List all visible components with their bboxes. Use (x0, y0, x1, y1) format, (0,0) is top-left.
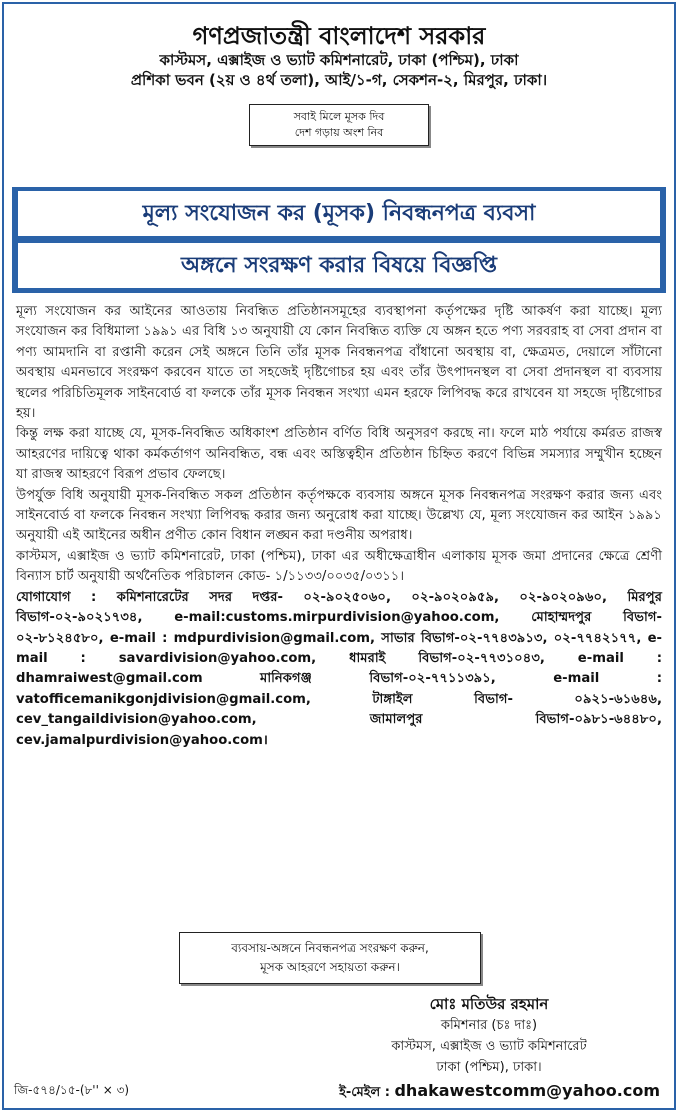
signatory-office: কাস্টমস, এক্সাইজ ও ভ্যাট কমিশনারেট (391, 1039, 587, 1054)
headline-line-1: মূল্য সংযোজন কর (মূসক) নিবন্ধনপত্র ব্যবসা (18, 191, 660, 236)
contact-mirpur-email[interactable]: e-mail:customs.mirpurdivision@yahoo.com, (174, 610, 500, 626)
motto-line-1: সবাই মিলে মূসক দিব (293, 110, 385, 123)
contact-savar: সাভার বিভাগ-০২-৭৭৪৩৯১৩, ০২-৭৭৪২১৭৭, (381, 630, 642, 646)
contact-manikganj-email-label: e-mail : (553, 671, 662, 687)
paragraph-rule: মূল্য সংযোজন কর আইনের আওতায় নিবন্ধিত প্রতিষ্ঠানসমূহের ব্যবস্থাপনা কর্তৃপক্ষের দৃষ্টি আকর্ষণ করা যাচ্ছে। মূল্য সংযোজন কর বিধিমালা ১৯৯১ এর বিধি ১৩ অনুযায়ী যে কোন নিবন্ধিত ব্যক্তি যে অঙ্গন হতে পণ্য সরবরাহ বা সেবা প্রদান বা পণ্য আমদানি বা রপ্তানী করেন সেই অঙ্গনে তিনি তাঁর মূসক নিবন্ধনপত্র বাঁধানো অবস্থায় বা, ক্ষেত্রমত, দেয়ালে সাঁটানো অবস্থায় এমনভাবে সংরক্ষণ করবেন যাতে তা সহজেই দৃষ্টিগোচর হয় এবং তাঁর উৎপাদনস্থল বা সেবা প্রদানস্থল বা ব্যবসায় স্থলের পরিচিতিমূলক সাইনবোর্ড বা ফলকে তাঁর মূসক নিবন্ধন সংখ্যা এমন হরফে লিপিবদ্ধ করে রাখবেন যা সহজে দৃষ্টিগোচর হয়। (16, 304, 662, 422)
contact-tangail-email[interactable]: cev_tangaildivision@yahoo.com, (16, 712, 257, 728)
signatory-email-line (339, 1081, 660, 1104)
signatory-email-label: ই-মেইল : (339, 1085, 390, 1100)
cta-box (179, 932, 481, 984)
office-address: প্রশিকা ভবন (২য় ও ৪র্থ তলা), আই/১-গ, সেকশন-২, মিরপুর, ঢাকা। (130, 71, 548, 89)
contact-mdpur-email[interactable]: e-mail : mdpurdivision@gmail.com, (109, 630, 376, 646)
signatory-email[interactable]: dhakawestcomm@yahoo.com (394, 1081, 660, 1100)
contact-manikganj: মানিকগঞ্জ বিভাগ-০২-৭৭১১৩৯১, (260, 671, 496, 687)
contact-mirpur: মিরপুর বিভাগ-০২-৯০২১৭৩৪, (16, 589, 662, 626)
signatory-city: ঢাকা (পশ্চিম), ঢাকা। (436, 1060, 542, 1075)
contact-manikganj-email[interactable]: vatofficemanikgonjdivision@gmail.com, (16, 691, 311, 707)
motto-line-2: দেশ গড়ায় অংশ নিব (294, 126, 384, 139)
headline-line-2: অঙ্গনে সংরক্ষণ করার বিষয়ে বিজ্ঞপ্তি (18, 243, 660, 288)
signatory-name: মোঃ মতিউর রহমান (429, 995, 549, 1013)
notice-page (2, 2, 676, 1110)
paragraph-code: কাস্টমস, এক্সাইজ ও ভ্যাট কমিশনারেট, ঢাকা (পশ্চিম), ঢাকা এর অধীক্ষেত্রাধীন এলাকায় মূসক জমা প্রদানের ক্ষেত্রে শ্রেণী বিন্যাস চার্ট অনুযায়ী অর্থনৈতিক পরিচালন কোড- ১/১১৩৩/০০৩৫/০৩১১। (16, 548, 662, 585)
government-title: গণপ্রজাতন্ত্রী বাংলাদেশ সরকার (192, 22, 486, 50)
contact-label: যোগাযোগ : (16, 589, 97, 605)
contact-jamalpur-email[interactable]: cev.jamalpurdivision@yahoo.com। (16, 732, 268, 748)
signature-block (324, 994, 654, 1078)
contact-hq: কমিশনারেটের সদর দপ্তর- ০২-৯০২৫০৬০, ০২-৯০২০৯৫৯, ০২-৯০২০৯৬০, (116, 589, 608, 605)
signatory-designation: কমিশনার (চঃ দাঃ) (440, 1018, 538, 1033)
contact-savar-email-label: e-mail : (16, 630, 662, 666)
contact-tangail: টাঙ্গাইল বিভাগ- ০৯২১-৬১৬৪৬, (372, 691, 662, 707)
contact-mdpur: মোহাম্মদপুর বিভাগ- ০২-৮১২৪৫৮০, (16, 610, 663, 646)
contact-dhamrai-email-label: e-mail : (577, 650, 663, 666)
notice-body (16, 302, 662, 751)
motto-box (249, 104, 429, 146)
cta-line-1: ব্যবসায়-অঙ্গনে নিবন্ধনপত্র সংরক্ষণ করুন, (231, 941, 429, 955)
contact-savar-email[interactable]: savardivision@yahoo.com, (118, 650, 317, 666)
office-name: কাস্টমস, এক্সাইজ ও ভ্যাট কমিশনারেট, ঢাকা (পশ্চিম), ঢাকা (159, 51, 519, 69)
contact-jamalpur: জামালপুর বিভাগ-০৯৮১-৬৪৪৮০, (369, 712, 663, 728)
contact-dhamrai-email[interactable]: dhamraiwest@gmail.com (16, 671, 203, 687)
paragraph-request: উপর্যুক্ত বিধি অনুযায়ী মূসক-নিবন্ধিত সকল প্রতিষ্ঠান কর্তৃপক্ষকে ব্যবসায় অঙ্গনে মূসক নিবন্ধনপত্র সংরক্ষণ করার জন্য এবং সাইনবোর্ড বা ফলকে নিবন্ধন সংখ্যা লিপিবদ্ধ করার জন্য অনুরোধ করা যাচ্ছে। উল্লেখ্য যে, মূল্য সংযোজন কর আইন ১৯৯১ অনুযায়ী এই আইনের অধীন প্রণীত কোন বিধান লঙ্ঘন করা দণ্ডনীয় অপরাধ। (16, 487, 662, 544)
cta-line-2: মূসক আহরণে সহায়তা করুন। (260, 960, 400, 974)
contact-dhamrai: ধামরাই বিভাগ-০২-৭৭৩১০৪৩, (349, 650, 545, 666)
reference-code: জি-৫৭৪/১৫-(৮'' × ৩) (14, 1083, 130, 1097)
headline-banner (12, 187, 666, 293)
contact-block (16, 588, 662, 751)
paragraph-problem: কিন্তু লক্ষ করা যাচ্ছে যে, মূসক-নিবন্ধিত অধিকাংশ প্রতিষ্ঠান বর্ণিত বিধি অনুসরণ করছে না। ফলে মাঠ পর্যায়ে কর্মরত রাজস্ব আহরণের দায়িত্বে থাকা কর্মকর্তাগণ অনিবন্ধিত, বন্ধ এবং অস্তিত্বহীন প্রতিষ্ঠান চিহ্নিত করণে বিভিন্ন সমস্যার সম্মুখীন হচ্ছেন যা রাজস্ব আহরণে বিরূপ প্রভাব ফেলছে। (16, 426, 662, 483)
